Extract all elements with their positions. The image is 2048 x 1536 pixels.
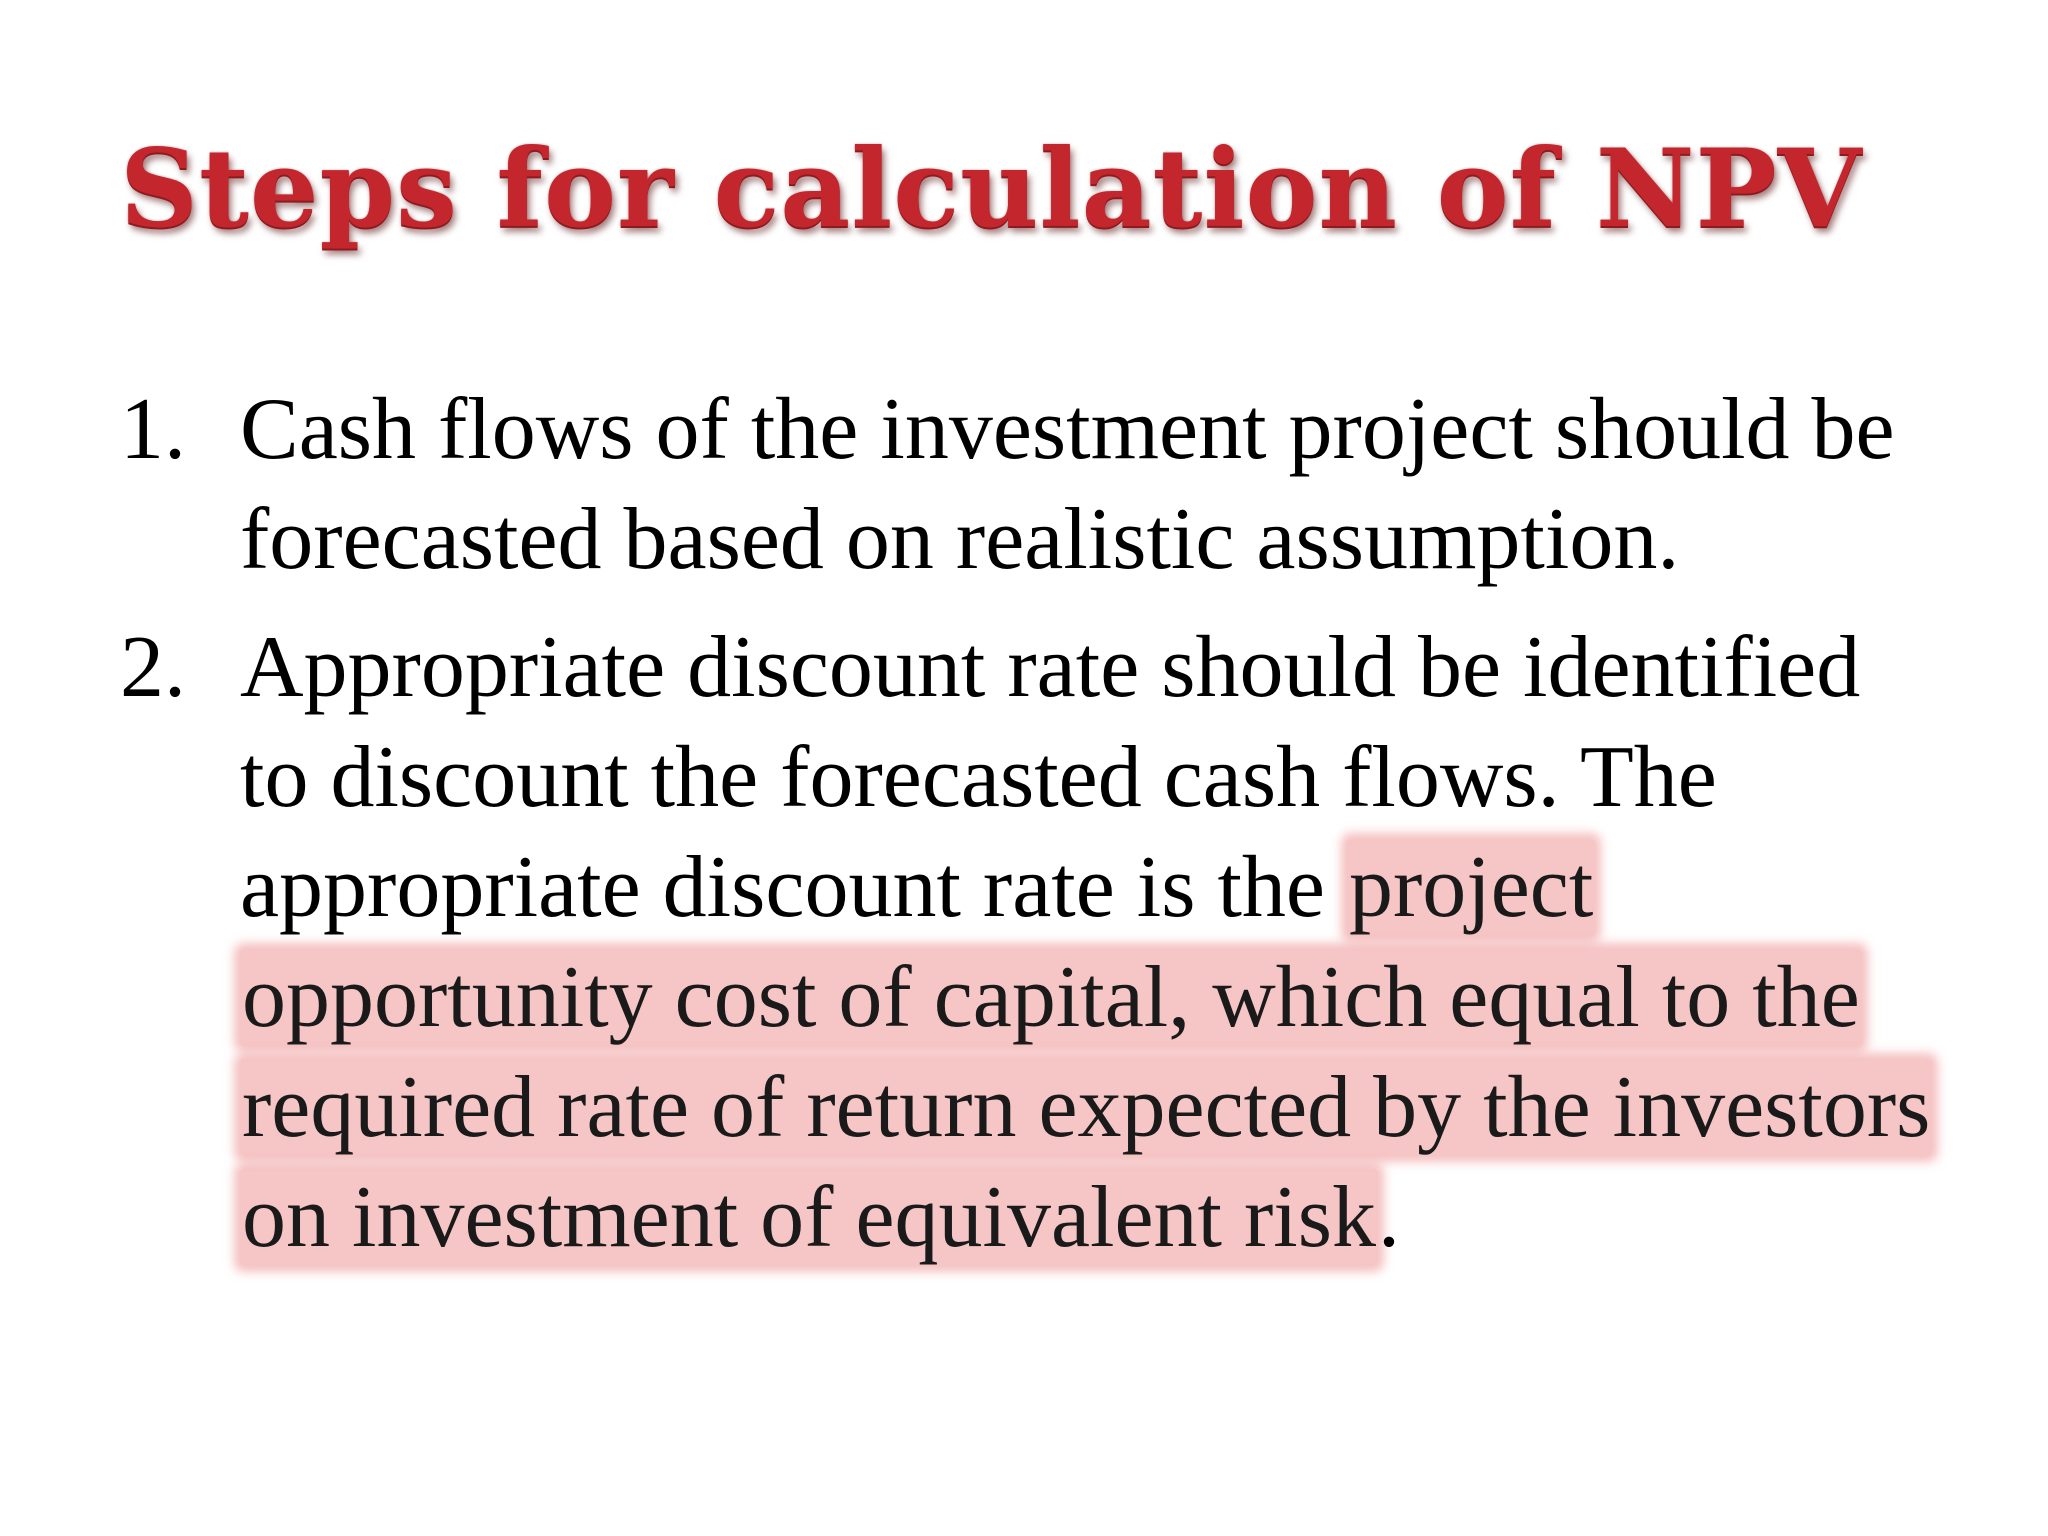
step-text: Cash flows of the investment project should be forecasted based on realistic assumption. <box>240 381 1895 588</box>
slide-title: Steps for calculation of NPV <box>120 126 1863 252</box>
step-text <box>240 613 1940 1273</box>
steps-list <box>120 375 1940 1291</box>
step-number: 1. <box>120 381 186 478</box>
list-item <box>120 613 1940 1273</box>
list-item <box>120 375 1940 595</box>
step-text-end: . <box>1378 1169 1400 1266</box>
step-number: 2. <box>120 619 186 716</box>
highlighted-text: project opportunity cost of capital, which equal to the required rate of return expected by the investors on investment of equivalent risk <box>242 839 1931 1266</box>
step-text-plain: Appropriate discount rate should be identified to discount the forecasted cash flows. The appropriate discount rate is the <box>240 619 1861 936</box>
